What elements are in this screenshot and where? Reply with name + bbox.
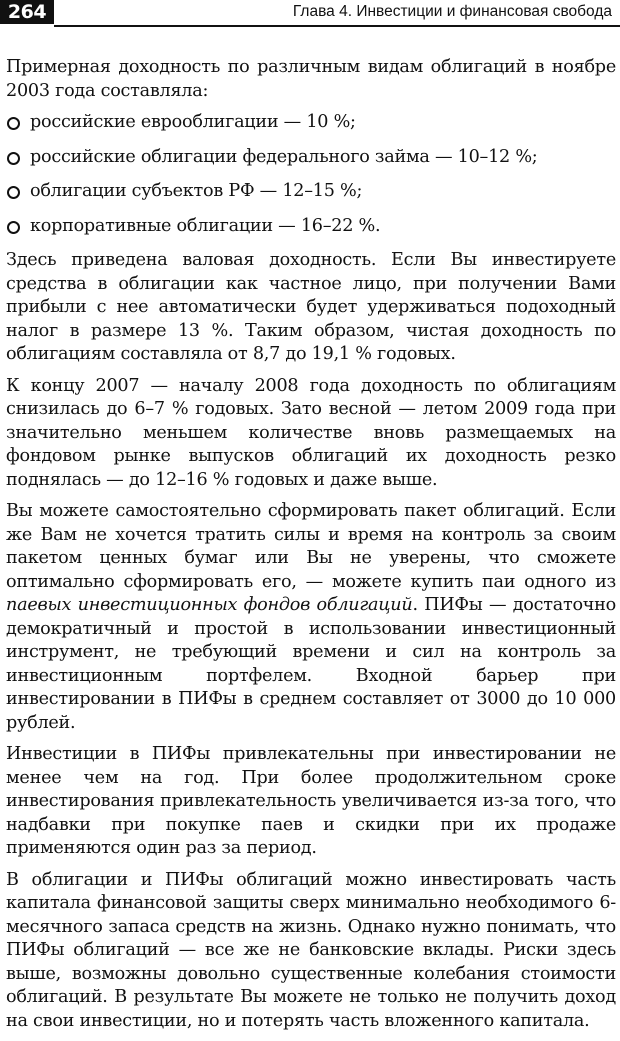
- list-item: российские еврооблигации — 10 %;: [6, 111, 616, 135]
- running-head: Глава 4. Инвестиции и финансовая свобода: [292, 3, 612, 20]
- page-header: [0, 0, 620, 27]
- header-rule: [54, 25, 620, 27]
- paragraph-fund-attractiveness: Инвестиции в ПИФы привлекательны при инвестировании не менее чем на год. При более продолжительном сроке инвестирования привлекательность увеличивается из-за того, что надбавки при покупке паев и скидки при их продаже применяются один раз за период.: [6, 744, 616, 858]
- bond-yield-list: [6, 111, 616, 238]
- list-item: облигации субъектов РФ — 12–15 %;: [6, 180, 616, 204]
- circle-bullet-icon: [7, 221, 20, 234]
- paragraph-mutual-funds: Вы можете самостоятельно сформировать пакет облигаций. Если же Вам не хочется тратить силы и время на контроль за своим пакетом ценных бумаг или Вы не уверены, что сможете оптимально сформировать его, — можете купить паи одного из паевых инвестиционных фондов облигаций. ПИФы — достаточно демократичный и простой в использовании инвестиционный инструмент, не требующий времени и сил на контроль за инвестиционным портфелем. Входной барьер при инвестировании в ПИФы в среднем составляет от 3000 до 10 000 рублей.: [6, 501, 616, 733]
- paragraph-yield-2007-2009: К концу 2007 — началу 2008 года доходность по облигациям снизилась до 6–7 % годовых. Зато весной — летом 2009 года при значительно меньшем количестве вновь размещаемых на фондовом рынке выпусков облигаций их доходность резко поднялась — до 12–16 % годовых и даже выше.: [6, 375, 616, 490]
- body-text: [6, 56, 616, 1041]
- italic-term: паевых инвестиционных фондов облигаций: [6, 595, 413, 615]
- list-item: корпоративные облигации — 16–22 %.: [6, 215, 616, 239]
- list-item: российские облигации федерального займа — 10–12 %;: [6, 146, 616, 170]
- circle-bullet-icon: [7, 152, 20, 165]
- intro-paragraph: Примерная доходность по различным видам облигаций в ноябре 2003 года составляла:: [6, 57, 616, 101]
- circle-bullet-icon: [7, 186, 20, 199]
- paragraph-risk: В облигации и ПИФы облигаций можно инвестировать часть капитала финансовой защиты сверх минимально необходимого 6-месячного запаса средств на жизнь. Однако нужно понимать, что ПИФы облигаций — все же не банковские вклады. Риски здесь выше, возможны довольно существенные колебания стоимости облигаций. В результате Вы можете не только не получить доход на свои инвестиции, но и потерять часть вложенного капитала.: [6, 869, 616, 1031]
- page-number: 264: [0, 0, 54, 24]
- circle-bullet-icon: [7, 117, 20, 130]
- paragraph-gross-yield: Здесь приведена валовая доходность. Если Вы инвестируете средства в облигации как частное лицо, при получении Вами прибыли с нее автоматически будет удерживаться подоходный налог в размере 13 %. Таким образом, чистая доходность по облигациям составляла от 8,7 до 19,1 % годовых.: [6, 250, 616, 364]
